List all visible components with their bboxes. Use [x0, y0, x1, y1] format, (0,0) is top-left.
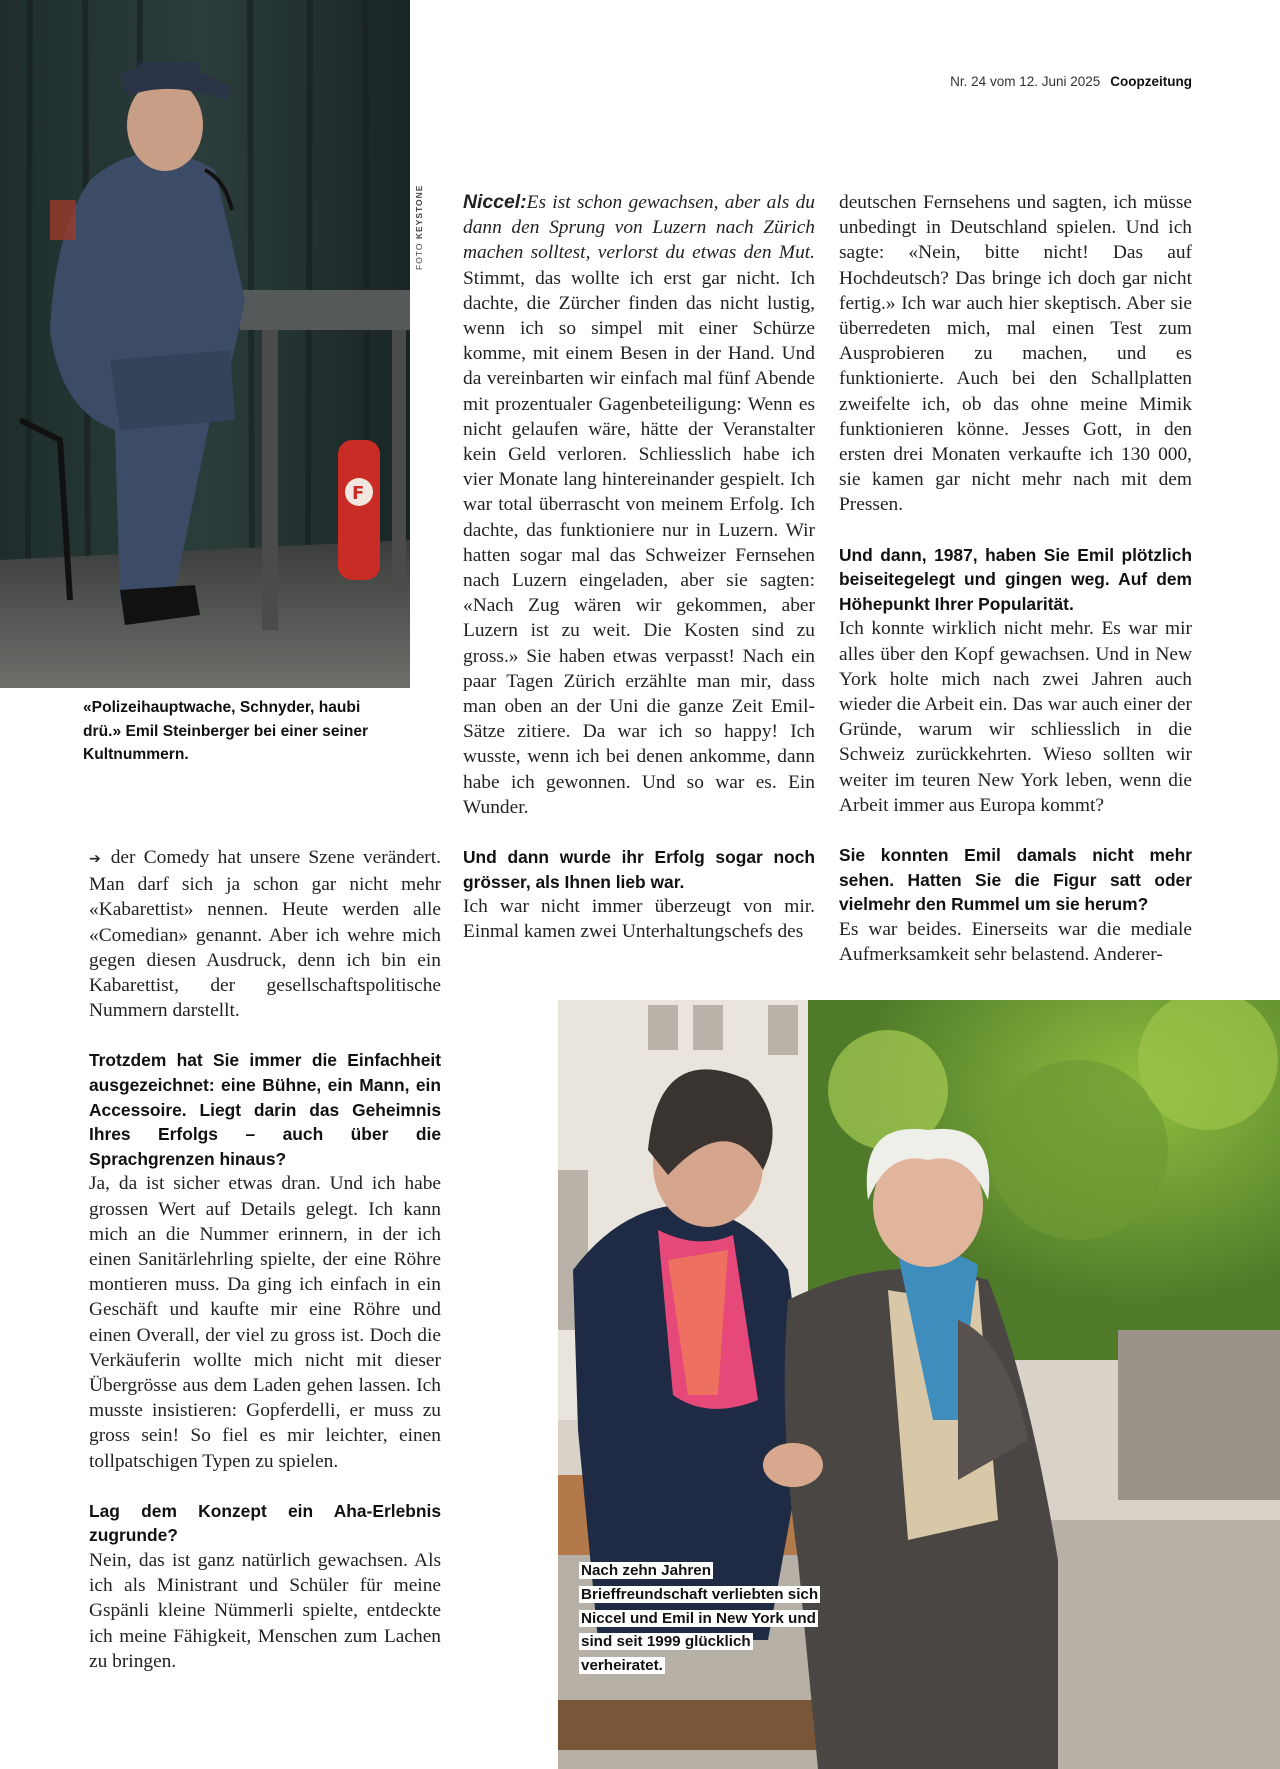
continuation-arrow-icon: ➔ [89, 851, 101, 867]
answer-text: Ich war nicht immer überzeugt von mir. Einmal kamen zwei Unterhaltungschefs des [463, 896, 815, 943]
interview-question: Sie konnten Emil damals nicht mehr sehen. Hatten Sie die Figur satt oder vielmehr den Rummel um sie herum? [839, 845, 1192, 915]
couple-photo-caption: Nach zehn Jahren Brieffreundschaft verliebten sich Niccel und Emil in New York und sind seit 1999 glücklich verheiratet. [581, 1562, 819, 1675]
interview-question: Lag dem Konzept ein Aha-Erlebnis zugrunde? [89, 1500, 441, 1546]
speaker-label: Niccel: [463, 191, 527, 213]
niccel-remark [463, 190, 815, 820]
answer-text: Stimmt, das wollte ich erst gar nicht. Ich dachte, die Zürcher finden das nicht lustig, wenn ich so simpel mit einer Schürze komme, mit einem Besen in der Hand. Und da vereinbarten wir einfach mal fünf Abende mit prozentualer Gagenbeteiligung: Wenn es nicht gelaufen wäre, hätte der Veranstalter kein Geld verloren. Schliesslich habe ich vier Monate lang hintereinander gespielt. Ich war total überrascht von meinem Erfolg. Ich dachte, das funktioniere nur in Luzern. Wir hatten sogar mal das Schweizer Fernsehen nach Luzern eingeladen, aber sie sagten: «Nach Zug wären wir gekommen, aber Luzern ist zu weit. Die Kosten sind zu gross.» Sie haben etwas verpasst! Nach ein paar Tagen Zürich erzählte man mir, dass man oben an der Uni die ganze Zeit Emil-Sätze zitiere. Da war ich so happy! Ich wusste, wenn ich bei denen ankomme, dann habe ich gewonnen. Und so war es. Ein Wunder. [463, 267, 815, 818]
interview-question: Trotzdem hat Sie immer die Einfachheit ausgezeichnet: eine Bühne, ein Mann, ein Accessoire. Liegt darin das Geheimnis Ihres Erfolgs – auch über die Sprachgrenzen hinaus? [89, 1050, 441, 1169]
stage-photo-image [0, 0, 410, 688]
answer-text: Nein, das ist ganz natürlich gewachsen. Als ich als Ministrant und Schüler für meine Gspänli kleine Nümmerli spielte, entdeckte ich meine Fähigkeit, Menschen zum Lachen zu bringen. [89, 1550, 441, 1672]
column-left [89, 845, 441, 1674]
interview-question: Und dann, 1987, haben Sie Emil plötzlich beiseitegelegt und gingen weg. Auf dem Höhepunkt Ihrer Popularität. [839, 544, 1192, 614]
photo-credit: FOTO KEYSTONE [414, 184, 424, 270]
stage-photo [0, 0, 410, 688]
interview-question: Und dann wurde ihr Erfolg sogar noch grösser, als Ihnen lieb war. [463, 847, 815, 892]
niccel-question: Es ist schon gewachsen, aber als du dann den Sprung von Luzern nach Zürich machen solltest, verlorst du etwas den Mut. [463, 192, 815, 264]
answer-text: Ich konnte wirklich nicht mehr. Es war mir alles über den Kopf gewachsen. Und in New York holte mich nach zwei Jahren auch wieder die Arbeit ein. Das war auch einer der Gründe, warum wir schliesslich in die Schweiz zurückkehrten. Wieso sollten wir weiter im teuren New York leben, wenn die Arbeit immer aus Europa kommt? [839, 618, 1192, 816]
column-right [839, 190, 1192, 967]
issue-date: Nr. 24 vom 12. Juni 2025 [950, 74, 1101, 89]
answer-text: deutschen Fernsehens und sagten, ich müsse unbedingt in Deutschland spielen. Und ich sagte: «Nein, bitte nicht! Das auf Hochdeutsch? Das bringe ich doch gar nicht fertig.» Ich war auch hier skeptisch. Aber sie überredeten mich, mal einen Test zum Ausprobieren zu machen, und es funktionierte. Auch bei den Schallplatten zweifelte ich, ob das ohne meine Mimik funktionieren könne. Jesses Gott, in den ersten drei Monaten verkaufte ich 130 000, sie kamen gar nicht mehr nach mit dem Pressen. [839, 192, 1192, 516]
publication-name: Coopzeitung [1110, 74, 1192, 89]
continuation-text: ➔ der Comedy hat unsere Szene verändert. Man darf sich ja schon gar nicht mehr «Kabarettist» nennen. Heute werden alle «Comedian» genannt. Aber ich wehre mich gegen diesen Ausdruck, denn ich bin ein Kabarettist, der gesellschaftspolitische Nummern darstellt. [89, 847, 441, 1022]
answer-text: Es war beides. Einerseits war die mediale Aufmerksamkeit sehr belastend. Anderer- [839, 918, 1192, 966]
column-middle [463, 190, 815, 945]
stage-photo-caption: «Polizeihauptwache, Schnyder, haubi drü.» Emil Steinberger bei einer seiner Kultnummern. [83, 699, 369, 763]
page-header [900, 74, 1192, 94]
answer-text: Ja, da ist sicher etwas dran. Und ich habe grossen Wert auf Details gelegt. Ich kann mich an die Nummer erinnern, in der ich einen Sanitärlehrling spielte, der eine Röhre montieren muss. Da ging ich einfach in ein Geschäft und kaufte mir eine Röhre und einen Overall, der viel zu gross ist. Doch die Verkäuferin wollte mich nicht mit dieser Übergrösse aus dem Laden gehen lassen. Ich musste insistieren: Gopferdelli, er muss zu gross sein! So fiel es mir leichter, einen tollpatschigen Typen zu spielen. [89, 1173, 441, 1472]
svg-text:F: F [352, 483, 365, 504]
